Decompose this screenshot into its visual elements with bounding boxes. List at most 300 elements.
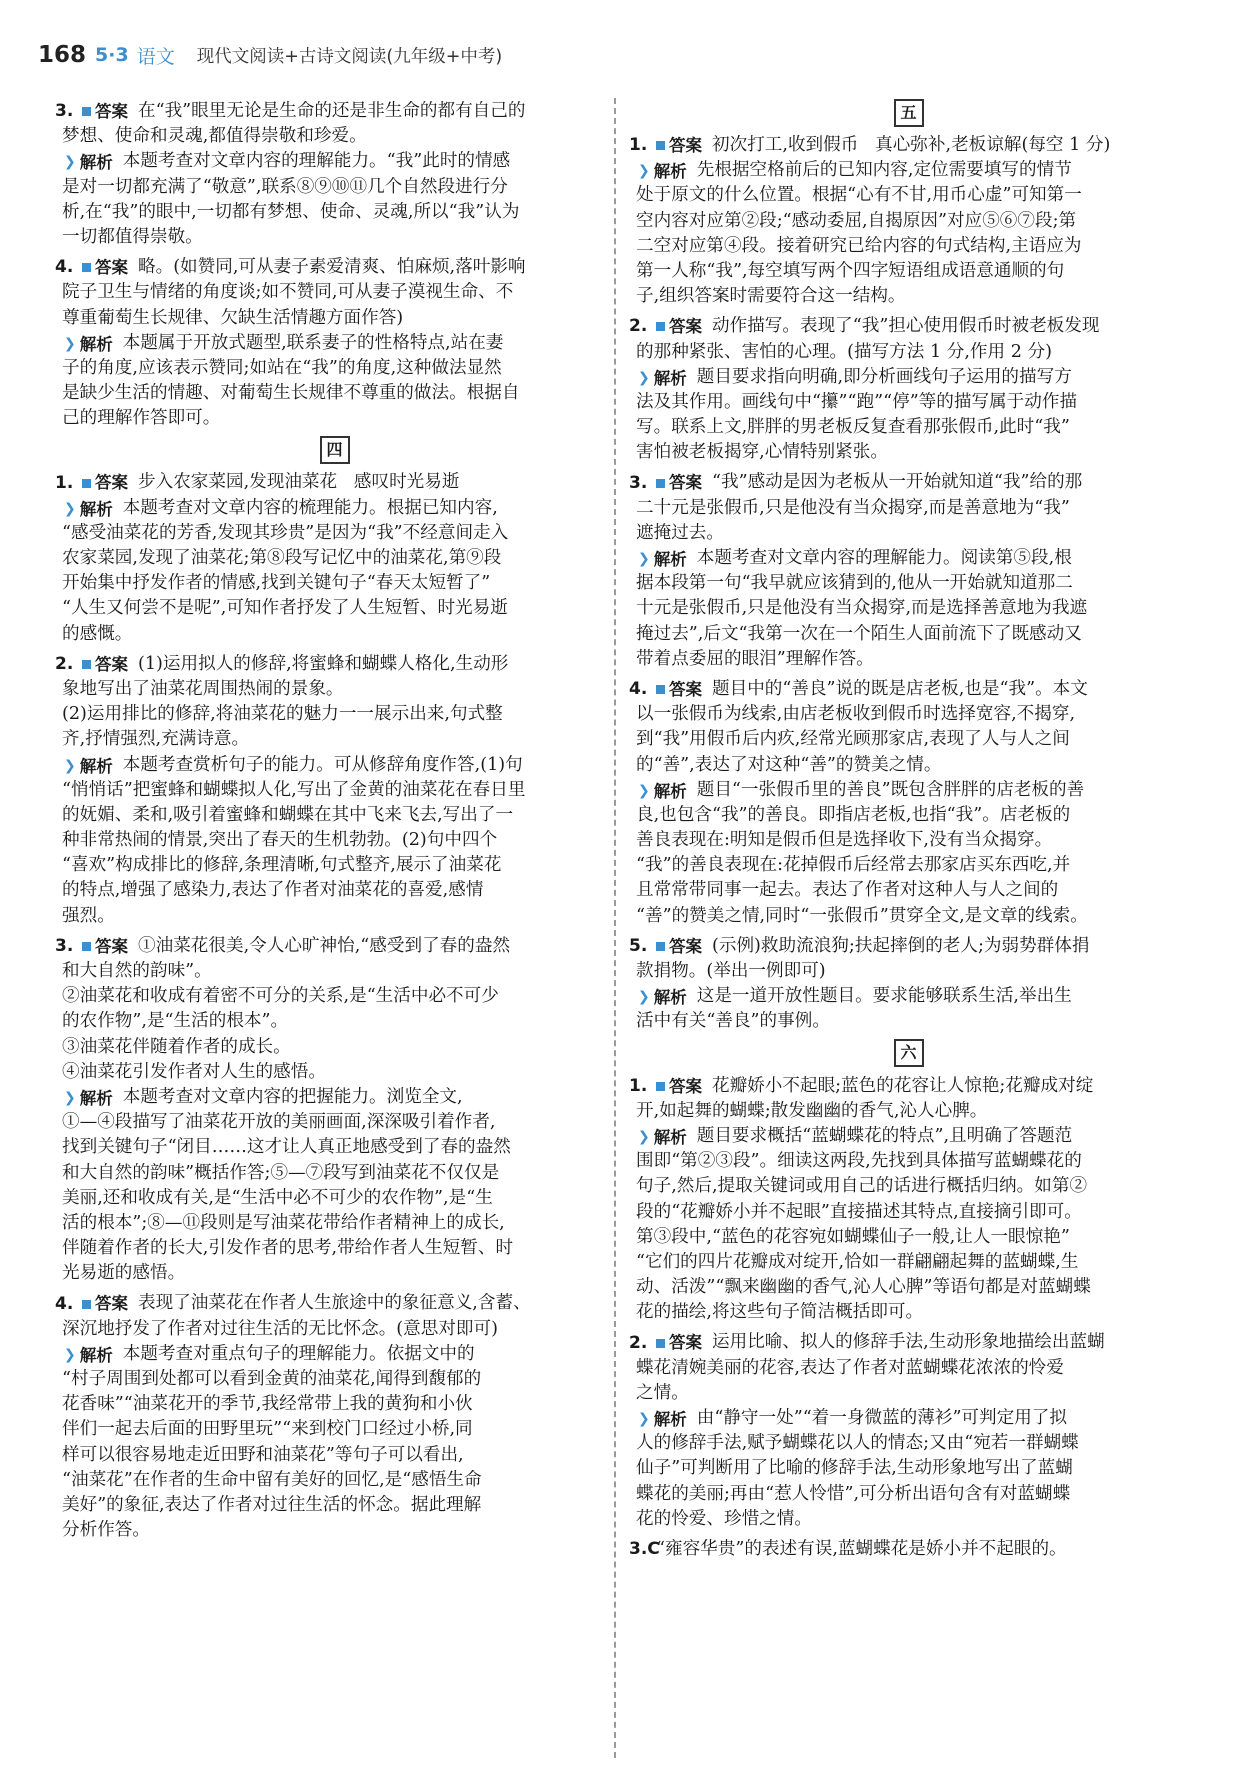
question-number: 4.	[55, 257, 74, 278]
answer-label-text: 答案	[669, 679, 702, 699]
analysis-line	[62, 200, 607, 225]
analysis-label-text: 解析	[79, 1345, 113, 1365]
analysis-text: 先根据空格前后的已知内容,定位需要填写的情节	[696, 160, 1072, 181]
answer-line	[636, 753, 1181, 778]
analysis-text: 花香味”“油菜花开的季节,我经常带上我的黄狗和小伙	[62, 1394, 473, 1415]
answer-block	[55, 470, 607, 646]
answer-text: 款捐物。(举出一例即可)	[636, 961, 826, 981]
analysis-text: 且常常带同事一起去。表达了作者对这种人与人之间的	[636, 880, 1059, 901]
analysis-line	[636, 878, 1181, 903]
analysis-line	[636, 183, 1181, 208]
answer-text: 蝶花清婉美丽的花容,表达了作者对蓝蝴蝶花浓浓的怜爱	[636, 1357, 1064, 1378]
answer-line	[55, 652, 607, 677]
analysis-line	[636, 596, 1181, 621]
analysis-text: 写。联系上文,胖胖的男老板反复查看那张假币,此时“我”	[636, 417, 1070, 438]
analysis-text: 析,在“我”的眼中,一切都有梦想、使命、灵魂,所以“我”认为	[62, 201, 520, 222]
analysis-label	[638, 366, 687, 391]
answer-block	[629, 1537, 1181, 1562]
analysis-text: “喜欢”构成排比的修辞,条理清晰,句式整齐,展示了油菜花	[62, 855, 502, 876]
answer-square-icon	[656, 685, 665, 694]
analysis-text: 带着点委屈的眼泪”理解作答。	[636, 648, 874, 669]
analysis-label-text: 解析	[653, 550, 687, 569]
section-number: 六	[894, 1039, 924, 1067]
analysis-line	[636, 828, 1181, 853]
left-column	[55, 94, 607, 1543]
answer-block	[629, 314, 1181, 465]
analysis-text: 是缺少生活的情趣、对葡萄生长规律不尊重的做法。根据自	[62, 383, 520, 404]
analysis-text: 本题考查对文章内容的梳理能力。根据已知内容,	[122, 497, 498, 518]
analysis-line	[636, 1200, 1181, 1225]
analysis-text: 据本段第一句“我早就应该猜到的,他从一开始就知道那二	[636, 573, 1073, 594]
subject-label: 语文	[136, 45, 175, 68]
answer-text: 运用比喻、拟人的修辞手法,生动形象地描绘出蓝蝴	[712, 1332, 1105, 1353]
analysis-line	[636, 158, 1181, 183]
chevron-right-icon: ❯	[638, 369, 650, 386]
analysis-line	[62, 331, 607, 356]
analysis-line	[62, 1443, 607, 1468]
answer-line	[55, 99, 607, 124]
answer-text: 到“我”用假币后内疚,经常光顾那家店,表现了人与人之间	[636, 729, 1070, 750]
section-number: 五	[894, 99, 924, 127]
analysis-text: “它们的四片花瓣成对绽开,恰如一群翩翩起舞的蓝蝴蝶,生	[636, 1251, 1079, 1272]
answer-line	[55, 1291, 607, 1316]
analysis-text: 本题考查对文章内容的理解能力。“我”此时的情感	[122, 151, 511, 172]
analysis-line	[636, 1009, 1181, 1034]
page-header	[38, 38, 1198, 72]
analysis-text: 子,组织答案时需要符合这一结构。	[636, 286, 906, 307]
section-header	[636, 97, 1181, 128]
analysis-line	[62, 521, 607, 546]
analysis-line	[636, 415, 1181, 440]
analysis-line	[62, 1468, 607, 1493]
answer-block	[629, 470, 1181, 672]
answer-line	[55, 470, 607, 495]
answer-line	[62, 727, 607, 752]
answer-label-text: 答案	[95, 936, 128, 956]
analysis-text: 处于原文的什么位置。根据“心有不甘,用币心虚”可知第一	[636, 185, 1082, 206]
section-number: 四	[320, 436, 350, 464]
answer-line	[62, 959, 607, 984]
answer-line	[55, 934, 607, 959]
answer-label	[656, 1330, 702, 1355]
analysis-line	[62, 225, 607, 250]
question-number: 2.	[55, 653, 74, 674]
answer-line	[636, 702, 1181, 727]
analysis-line	[636, 1507, 1181, 1532]
answer-block	[629, 677, 1181, 929]
answer-line	[629, 1074, 1181, 1099]
answer-block	[55, 99, 607, 250]
answer-line	[636, 1099, 1181, 1124]
analysis-text: 伴们一起去后面的田野里玩”“来到校门口经过小桥,同	[62, 1419, 473, 1440]
analysis-line	[636, 390, 1181, 415]
question-number: 2.	[629, 316, 648, 337]
answer-text: 动作描写。表现了“我”担心使用假币时被老板发现	[712, 316, 1100, 337]
question-number: 1.	[55, 472, 74, 493]
answer-square-icon	[656, 479, 665, 488]
analysis-text: 是对一切都充满了“敬意”,联系⑧⑨⑩⑪几个自然段进行分	[62, 176, 508, 197]
analysis-line	[62, 753, 607, 778]
answer-line	[629, 677, 1181, 702]
analysis-label-text: 解析	[653, 162, 687, 182]
chevron-right-icon: ❯	[64, 1089, 76, 1106]
analysis-text: 伴随着作者的长大,引发作者的思考,带给作者人生短暂、时	[62, 1238, 514, 1259]
chevron-right-icon: ❯	[638, 551, 650, 567]
analysis-text: 法及其作用。画线句中“攥”“跑”“停”等的描写属于动作描	[636, 391, 1078, 412]
analysis-label	[638, 985, 687, 1010]
analysis-label	[638, 1125, 687, 1150]
analysis-line	[62, 496, 607, 521]
analysis-line	[62, 175, 607, 200]
analysis-line	[62, 622, 607, 647]
analysis-line	[62, 406, 607, 431]
analysis-text: 本题属于开放式题型,联系妻子的性格特点,站在妻	[122, 332, 504, 353]
answer-line	[636, 496, 1181, 521]
answer-label-text: 答案	[95, 654, 128, 674]
answer-square-icon	[82, 107, 91, 116]
answer-block	[55, 255, 607, 431]
analysis-text: “善”的赞美之情,同时“一张假币”贯穿全文,是文章的线索。	[636, 905, 1088, 926]
analysis-text: 强烈。	[62, 905, 115, 926]
chevron-right-icon: ❯	[638, 782, 650, 799]
analysis-label	[638, 1407, 687, 1432]
analysis-text: 仙子”可判断用了比喻的修辞手法,生动形象地写出了蓝蝴	[636, 1458, 1073, 1479]
analysis-text: 花的描绘,将这些句子简洁概括即可。	[636, 1302, 924, 1323]
analysis-text: “村子周围到处都可以看到金黄的油菜花,闻得到馥郁的	[62, 1369, 482, 1389]
chevron-right-icon: ❯	[64, 154, 76, 171]
analysis-line	[62, 1417, 607, 1442]
analysis-text: 掩过去”,后文“我第一次在一个陌生人面前流下了既感动又	[636, 623, 1082, 644]
chevron-right-icon: ❯	[64, 1346, 76, 1363]
answer-block	[629, 934, 1181, 1035]
analysis-text: 美好”的象征,表达了作者对过往生活的怀念。据此理解	[62, 1494, 482, 1515]
analysis-text: 光易逝的感悟。	[62, 1263, 186, 1284]
answer-text: 的农作物”,是“生活的根本”。	[62, 1011, 289, 1032]
analysis-text: 这是一道开放性题目。要求能够联系生活,举出生	[696, 986, 1072, 1007]
answer-label-text: 答案	[95, 258, 128, 278]
chevron-right-icon: ❯	[638, 1411, 650, 1427]
answer-line	[62, 1035, 607, 1060]
analysis-text: 空内容对应第②段;“感动委屈,自揭原因”对应⑤⑥⑦段;第	[636, 210, 1077, 231]
analysis-line	[636, 853, 1181, 878]
answer-text: 步入农家菜园,发现油菜花 感叹时光易逝	[138, 472, 460, 493]
answer-label	[656, 677, 702, 702]
analysis-line	[62, 1186, 607, 1211]
answer-square-icon	[82, 942, 91, 951]
answer-line	[62, 124, 607, 149]
answer-square-icon	[656, 1339, 665, 1348]
analysis-line	[62, 571, 607, 596]
analysis-line	[636, 778, 1181, 803]
analysis-label-text: 解析	[79, 1088, 113, 1108]
analysis-text: 害怕被老板揭穿,心情特别紧张。	[636, 442, 888, 463]
analysis-line	[636, 1149, 1181, 1174]
analysis-line	[62, 1110, 607, 1135]
book-title: 现代文阅读+古诗文阅读(九年级+中考)	[196, 46, 503, 67]
answer-label-text: 答案	[669, 1333, 702, 1353]
answer-square-icon	[656, 942, 665, 951]
analysis-text: 第③段中,“蓝色的花容宛如蝴蝶仙子一般,让人一眼惊艳”	[636, 1226, 1070, 1247]
chevron-right-icon: ❯	[638, 1128, 650, 1145]
chevron-right-icon: ❯	[638, 163, 650, 180]
answer-line	[62, 280, 607, 305]
analysis-line	[636, 622, 1181, 647]
chevron-right-icon: ❯	[64, 500, 76, 517]
question-number: 2.	[629, 1332, 648, 1353]
analysis-label	[64, 332, 113, 357]
analysis-line	[62, 904, 607, 929]
analysis-text: 动、活泼”“飘来幽幽的香气,沁人心脾”等语句都是对蓝蝴蝶	[636, 1277, 1091, 1298]
answer-line	[62, 702, 607, 727]
answer-line	[636, 1356, 1181, 1381]
analysis-line	[636, 259, 1181, 284]
answer-text: ①油菜花很美,令人心旷神怡,“感受到了春的盎然	[138, 935, 511, 956]
answer-text: 以一张假币为线索,由店老板收到假币时选择宽容,不揭穿,	[636, 704, 1076, 725]
analysis-line	[62, 1211, 607, 1236]
analysis-label	[638, 159, 687, 184]
answer-block	[55, 934, 607, 1287]
section-header	[62, 434, 607, 465]
answer-label	[82, 470, 128, 495]
analysis-line	[62, 853, 607, 878]
analysis-line	[636, 571, 1181, 596]
analysis-text: 由“静守一处”“着一身微蓝的薄衫”可判定用了拟	[696, 1408, 1067, 1428]
answer-label	[82, 1291, 128, 1316]
answer-line	[629, 314, 1181, 339]
answer-line	[62, 677, 607, 702]
section-header	[636, 1038, 1181, 1069]
analysis-text: 蝶花的美丽;再由“惹人怜惜”,可分析出语句含有对蓝蝴蝶	[636, 1483, 1071, 1504]
analysis-line	[636, 1482, 1181, 1507]
answer-square-icon	[82, 660, 91, 669]
analysis-line	[636, 984, 1181, 1009]
analysis-text: 找到关键句子“闭目……这才让人真正地感受到了春的盎然	[62, 1137, 511, 1158]
answer-label-text: 答案	[669, 1076, 702, 1096]
answer-text: (示例)救助流浪狗;扶起摔倒的老人;为弱势群体捐	[712, 935, 1090, 956]
analysis-line	[62, 1342, 607, 1367]
answer-text: 之情。	[636, 1382, 689, 1403]
answer-text: ②油菜花和收成有着密不可分的关系,是“生活中必不可少	[62, 986, 499, 1007]
answer-text: “我”感动是因为老板从一开始就知道“我”给的那	[712, 472, 1083, 493]
answer-line	[62, 984, 607, 1009]
answer-line	[629, 1330, 1181, 1355]
analysis-text: “人生又何尝不是呢”,可知作者抒发了人生短暂、时光易逝	[62, 598, 508, 619]
analysis-line	[636, 1431, 1181, 1456]
answer-text: 的“善”,表达了对这种“善”的赞美之情。	[636, 754, 942, 775]
analysis-text: ①—④段描写了油菜花开放的美丽画面,深深吸引着作者,	[62, 1112, 496, 1133]
analysis-text: 围即“第②③段”。细读这两段,先找到具体描写蓝蝴蝶花的	[636, 1151, 1082, 1172]
answer-label-text: 答案	[669, 317, 702, 337]
question-number: 4.	[55, 1293, 74, 1314]
answer-text: 开,如起舞的蝴蝶;散发幽幽的香气,沁人心脾。	[636, 1100, 988, 1121]
answer-block	[629, 133, 1181, 309]
analysis-line	[62, 828, 607, 853]
question-number: 3.	[629, 472, 648, 493]
question-number: 3.	[55, 101, 74, 122]
analysis-line	[62, 878, 607, 903]
analysis-label	[638, 547, 687, 572]
answer-line	[62, 1060, 607, 1085]
page-number: 168	[38, 42, 87, 68]
analysis-text: 题目“一张假币里的善良”既包含胖胖的店老板的善	[696, 779, 1085, 800]
analysis-text: 样可以很容易地走近田野和油菜花”等句子可以看出,	[62, 1444, 464, 1465]
analysis-text: 句子,然后,提取关键词或用自己的话进行概括归纳。如第②	[636, 1176, 1088, 1197]
answer-text: (2)运用排比的修辞,将油菜花的魅力一一展示出来,句式整	[62, 704, 503, 725]
analysis-text: 活中有关“善良”的事例。	[636, 1011, 830, 1032]
answer-square-icon	[656, 141, 665, 150]
analysis-label-text: 解析	[653, 1410, 687, 1429]
answer-label-text: 答案	[669, 473, 702, 493]
answer-text: 梦想、使命和灵魂,都值得崇敬和珍爱。	[62, 126, 367, 147]
analysis-text: 善良表现在:明知是假币但是选择收下,没有当众揭穿。	[636, 830, 1053, 851]
answer-label	[82, 99, 128, 124]
analysis-text: 子的角度,应该表示赞同;如站在“我”的角度,这种做法显然	[62, 357, 502, 378]
question-number: 3.C	[629, 1538, 660, 1559]
answer-text: 在“我”眼里无论是生命的还是非生命的都有自己的	[138, 101, 526, 122]
analysis-text: 种非常热闹的情景,突出了春天的生机勃勃。(2)句中四个	[62, 830, 498, 851]
analysis-label	[64, 1343, 113, 1368]
analysis-text: “悄悄话”把蜜蜂和蝴蝶拟人化,写出了金黄的油菜花在春日里	[62, 779, 526, 800]
answer-square-icon	[82, 1300, 91, 1309]
analysis-line	[636, 1174, 1181, 1199]
analysis-label	[64, 497, 113, 522]
answer-label-text: 答案	[95, 473, 128, 493]
question-number: 1.	[629, 1075, 648, 1096]
analysis-line	[636, 1124, 1181, 1149]
analysis-line	[62, 1135, 607, 1160]
answer-text: 的那种紧张、害怕的心理。(描写方法 1 分,作用 2 分)	[636, 341, 1052, 362]
analysis-label-text: 解析	[79, 499, 113, 519]
analysis-line	[636, 1275, 1181, 1300]
analysis-text: 人的修辞手法,赋予蝴蝶花以人的情态;又由“宛若一群蝴蝶	[636, 1433, 1079, 1454]
analysis-line	[636, 440, 1181, 465]
analysis-text: 本题考查对重点句子的理解能力。依据文中的	[122, 1343, 475, 1364]
analysis-label	[64, 150, 113, 175]
answer-block	[55, 1291, 607, 1543]
analysis-text: 段的“花瓣娇小并不起眼”直接描述其特点,直接摘引即可。	[636, 1201, 1082, 1222]
answer-line	[629, 133, 1181, 158]
analysis-text: 美丽,还和收成有关,是“生活中必不可少的农作物”,是“生	[62, 1187, 493, 1208]
answer-label	[656, 934, 702, 959]
answer-text: 二十元是张假币,只是他没有当众揭穿,而是善意地为“我”	[636, 497, 1070, 518]
answer-block	[629, 1330, 1181, 1532]
answer-label	[656, 470, 702, 495]
answer-label-text: 答案	[95, 102, 128, 121]
answer-line	[55, 255, 607, 280]
answer-square-icon	[656, 1082, 665, 1091]
answer-block	[629, 1074, 1181, 1326]
analysis-line	[636, 1456, 1181, 1481]
analysis-line	[636, 1406, 1181, 1431]
chevron-right-icon: ❯	[64, 757, 76, 774]
answer-square-icon	[656, 322, 665, 331]
answer-label-text: 答案	[669, 936, 702, 956]
analysis-label-text: 解析	[79, 334, 113, 354]
chevron-right-icon: ❯	[64, 335, 76, 352]
answer-text: 深沉地抒发了作者对过往生活的无比怀念。(意思对即可)	[62, 1318, 498, 1339]
analysis-line	[62, 1236, 607, 1261]
answer-label	[82, 255, 128, 280]
answer-text: ③油菜花伴随着作者的成长。	[62, 1036, 291, 1057]
column-divider	[614, 98, 616, 1758]
analysis-text: 分析作答。	[62, 1520, 150, 1541]
answer-block	[55, 652, 607, 929]
analysis-line	[62, 1261, 607, 1286]
analysis-line	[636, 904, 1181, 929]
answer-line	[636, 1381, 1181, 1406]
analysis-label-text: 解析	[653, 1127, 687, 1147]
analysis-text: 十元是张假币,只是他没有当众揭穿,而是选择善意地为我遮	[636, 598, 1088, 619]
analysis-text: 良,也包含“我”的善良。即指店老板,也指“我”。店老板的	[636, 804, 1071, 825]
answer-text: 齐,抒情强烈,充满诗意。	[62, 729, 250, 750]
answer-label	[82, 652, 128, 677]
answer-line	[636, 727, 1181, 752]
question-number: 3.	[55, 935, 74, 956]
analysis-line	[62, 1493, 607, 1518]
answer-text: 尊重葡萄生长规律、欠缺生活情趣方面作答)	[62, 307, 404, 328]
analysis-line	[636, 647, 1181, 672]
answer-label	[656, 314, 702, 339]
answer-line	[636, 959, 1181, 984]
analysis-line	[636, 234, 1181, 259]
answer-line	[636, 340, 1181, 365]
answer-square-icon	[82, 263, 91, 272]
answer-text: 初次打工,收到假币 真心弥补,老板谅解(每空 1 分)	[712, 135, 1111, 156]
analysis-line	[636, 365, 1181, 390]
analysis-label	[64, 1086, 113, 1111]
answer-text: 遮掩过去。	[636, 522, 724, 543]
answer-text: “雍容华贵”的表述有误,蓝蝴蝶花是娇小并不起眼的。	[656, 1538, 1067, 1559]
analysis-label-text: 解析	[653, 988, 687, 1008]
analysis-label	[64, 754, 113, 779]
analysis-text: 题目要求指向明确,即分析画线句子运用的描写方	[696, 366, 1072, 387]
answer-line	[629, 934, 1181, 959]
analysis-line	[62, 546, 607, 571]
analysis-line	[636, 209, 1181, 234]
analysis-text: 的感慨。	[62, 623, 133, 644]
analysis-line	[62, 149, 607, 174]
analysis-label-text: 解析	[653, 781, 687, 801]
analysis-text: “感受油菜花的芳香,发现其珍贵”是因为“我”不经意间走入	[62, 522, 509, 543]
analysis-label-text: 解析	[79, 153, 113, 173]
analysis-line	[62, 1085, 607, 1110]
analysis-text: 二空对应第④段。接着研究已给内容的句式结构,主语应为	[636, 235, 1082, 256]
analysis-text: 和大自然的韵味”概括作答;⑤—⑦段写到油菜花不仅仅是	[62, 1162, 500, 1183]
answer-text: 花瓣娇小不起眼;蓝色的花容让人惊艳;花瓣成对绽	[712, 1075, 1094, 1096]
analysis-text: 本题考查对文章内容的把握能力。浏览全文,	[122, 1086, 463, 1107]
answer-line	[629, 1537, 1181, 1562]
answer-text: 表现了油菜花在作者人生旅途中的象征意义,含蓄、	[138, 1293, 531, 1314]
answer-text: 院子卫生与情绪的角度谈;如不赞同,可从妻子漠视生命、不	[62, 282, 514, 303]
analysis-line	[636, 803, 1181, 828]
answer-line	[629, 470, 1181, 495]
analysis-text: 题目要求概括“蓝蝴蝶花的特点”,且明确了答题范	[696, 1125, 1073, 1146]
analysis-text: 本题考查赏析句子的能力。可从修辞角度作答,(1)句	[122, 754, 523, 775]
answer-text: 略。(如赞同,可从妻子素爱清爽、怕麻烦,落叶影响	[138, 257, 526, 278]
answer-label	[82, 934, 128, 959]
answer-text: 象地写出了油菜花周围热闹的景象。	[62, 678, 344, 699]
analysis-line	[636, 1225, 1181, 1250]
analysis-text: 己的理解作答即可。	[62, 408, 221, 429]
analysis-text: 花的怜爱、珍惜之情。	[636, 1508, 812, 1529]
answer-line	[636, 521, 1181, 546]
analysis-line	[62, 803, 607, 828]
analysis-text: 活的根本”;⑧—⑪段则是写油菜花带给作者精神上的成长,	[62, 1212, 505, 1233]
answer-label-text: 答案	[95, 1294, 128, 1314]
analysis-text: 的妩媚、柔和,吸引着蜜蜂和蝴蝶在其中飞来飞去,写出了一	[62, 804, 514, 825]
analysis-text: “油菜花”在作者的生命中留有美好的回忆,是“感悟生命	[62, 1469, 482, 1490]
analysis-line	[62, 1518, 607, 1543]
